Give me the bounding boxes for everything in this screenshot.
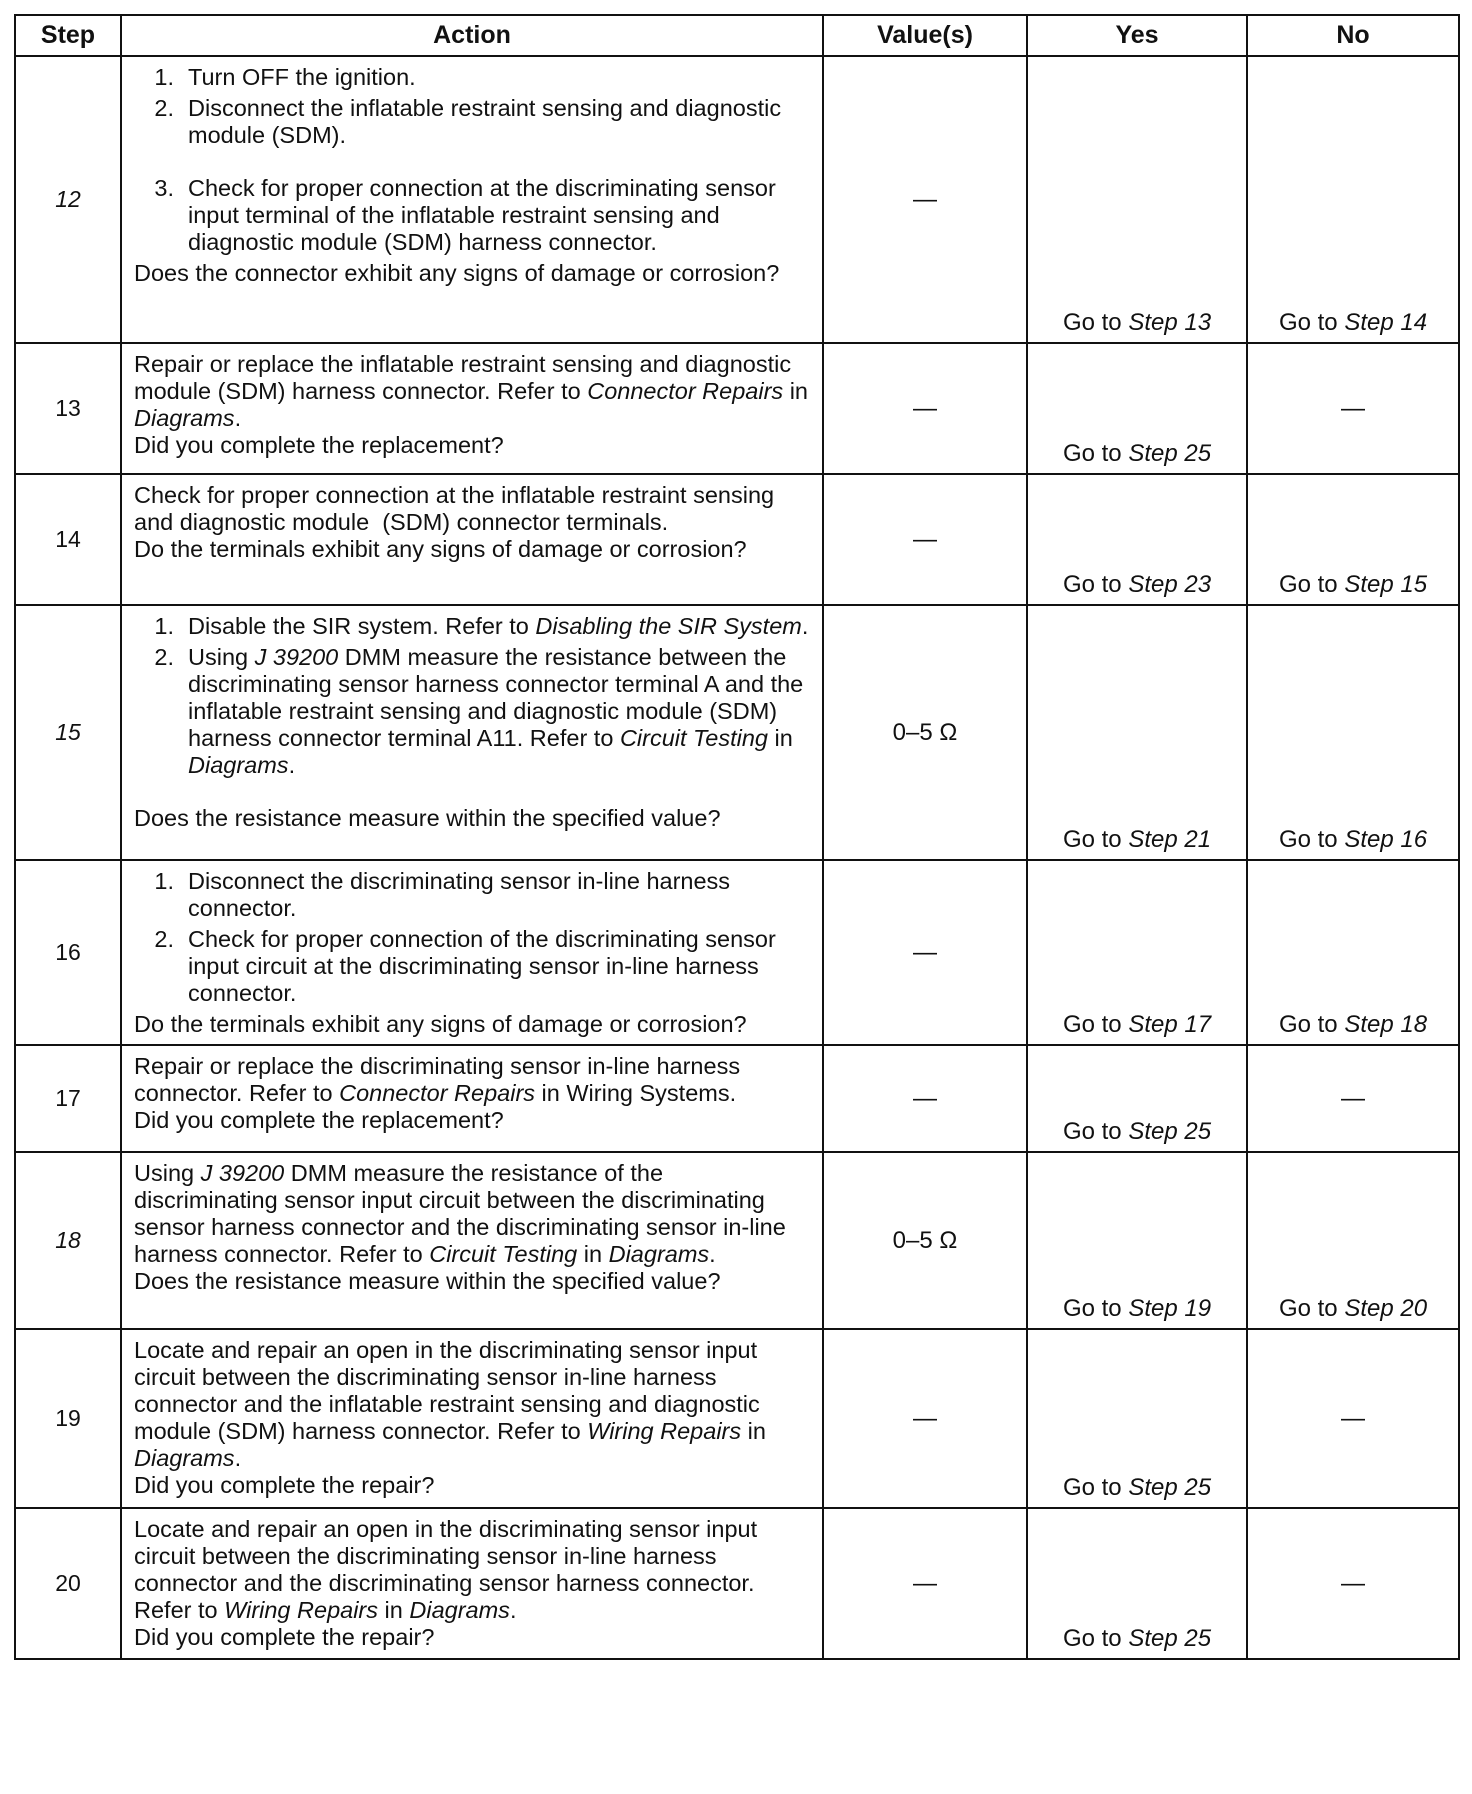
text-run-italic: Connector Repairs xyxy=(339,1080,536,1106)
text-run-italic: Wiring Repairs xyxy=(587,1418,742,1444)
no-cell: — xyxy=(1247,1045,1459,1152)
action-text: Check for proper connection at the inflatable restraint sensing and diagnostic module (SDM) connector terminals. xyxy=(134,482,781,535)
action-text xyxy=(134,1337,812,1472)
no-step-link: Step 14 xyxy=(1344,309,1428,336)
value-cell: — xyxy=(823,1329,1027,1508)
header-yes: Yes xyxy=(1027,15,1247,56)
value-cell: 0–5 Ω xyxy=(823,605,1027,860)
action-question: Do the terminals exhibit any signs of damage or corrosion? xyxy=(134,1011,747,1037)
header-no: No xyxy=(1247,15,1459,56)
value-cell: — xyxy=(823,1508,1027,1659)
text-run-italic: Circuit Testing xyxy=(619,725,768,751)
table-row xyxy=(15,1508,1459,1659)
text-run: in xyxy=(767,725,793,751)
yes-cell xyxy=(1027,1508,1247,1659)
diagnostic-table xyxy=(14,14,1460,1660)
text-run: . xyxy=(234,405,242,431)
action-cell xyxy=(121,343,823,474)
text-run-italic: Diagrams xyxy=(188,752,289,778)
action-question: Did you complete the replacement? xyxy=(134,432,504,458)
step-number: 16 xyxy=(15,860,121,1045)
list-item: 2. Check for proper connection of the discriminating sensor input circuit at the discriminating sensor in-line harness connector. xyxy=(134,926,812,1007)
go-to-label: Go to xyxy=(1062,571,1122,598)
go-to-label: Go to xyxy=(1062,1295,1122,1322)
go-to-label: Go to xyxy=(1278,1295,1338,1322)
no-cell: — xyxy=(1247,343,1459,474)
text-run: DMM measure the resistance of the discriminating sensor input circuit between the discriminating sensor harness connector and the discriminating sensor in-line harness connector. Refer to xyxy=(134,1160,786,1267)
text-run: in xyxy=(378,1597,410,1623)
go-to-label: Go to xyxy=(1278,1011,1338,1038)
yes-cell xyxy=(1027,343,1247,474)
go-to-label: Go to xyxy=(1062,309,1122,336)
text-run: . xyxy=(509,1597,517,1623)
text-run-italic: Diagrams xyxy=(409,1597,510,1623)
action-cell xyxy=(121,1152,823,1329)
yes-cell xyxy=(1027,1152,1247,1329)
list-item: 1. Disconnect the discriminating sensor in-line harness connector. xyxy=(134,868,812,922)
value-cell: — xyxy=(823,343,1027,474)
no-step-link: Step 16 xyxy=(1344,826,1428,853)
table-row xyxy=(15,474,1459,605)
text-run-italic: Wiring Repairs xyxy=(224,1597,379,1623)
value-cell: — xyxy=(823,860,1027,1045)
text-run-italic: Circuit Testing xyxy=(429,1241,578,1267)
action-text xyxy=(134,1053,812,1107)
table-row xyxy=(15,1329,1459,1508)
yes-cell xyxy=(1027,474,1247,605)
text-run: in xyxy=(741,1418,766,1444)
no-cell xyxy=(1247,605,1459,860)
text-run: . xyxy=(801,613,809,639)
diagnostic-table-sheet xyxy=(14,14,1458,1660)
action-question: Did you complete the replacement? xyxy=(134,1107,504,1133)
header-row xyxy=(15,15,1459,56)
text-run-italic: Disabling the SIR System xyxy=(535,613,802,639)
action-cell xyxy=(121,1508,823,1659)
text-run: . xyxy=(288,752,296,778)
text-run: . xyxy=(234,1445,242,1471)
text-run: in xyxy=(577,1241,609,1267)
no-cell xyxy=(1247,1152,1459,1329)
text-run-italic: Diagrams xyxy=(134,405,235,431)
action-cell xyxy=(121,605,823,860)
go-to-label: Go to xyxy=(1278,571,1338,598)
action-step-text xyxy=(188,613,812,640)
go-to-label: Go to xyxy=(1062,826,1122,853)
yes-step-link: Step 23 xyxy=(1128,571,1212,598)
action-step-text: Check for proper connection at the discriminating sensor input terminal of the inflatable restraint sensing and diagnostic module (SDM) harness connector. xyxy=(188,175,776,255)
go-to-label: Go to xyxy=(1062,1118,1122,1145)
text-run: in Wiring Systems. xyxy=(535,1080,737,1106)
no-step-link: Step 15 xyxy=(1344,571,1428,598)
text-run-italic: Diagrams xyxy=(608,1241,710,1267)
action-question: Do the terminals exhibit any signs of damage or corrosion? xyxy=(134,536,747,562)
action-cell xyxy=(121,1045,823,1152)
value-cell: — xyxy=(823,474,1027,605)
step-number: 20 xyxy=(15,1508,121,1659)
text-run: Using xyxy=(134,1160,201,1186)
value-cell: 0–5 Ω xyxy=(823,1152,1027,1329)
yes-cell xyxy=(1027,605,1247,860)
action-text xyxy=(134,1160,812,1268)
yes-cell xyxy=(1027,1329,1247,1508)
action-step-text xyxy=(188,644,812,779)
action-cell xyxy=(121,474,823,605)
list-item: 1. Disable the SIR system. Refer to Disabling the SIR System. xyxy=(134,613,812,640)
action-text xyxy=(134,351,812,432)
yes-step-link: Step 25 xyxy=(1128,1474,1212,1501)
no-cell xyxy=(1247,860,1459,1045)
action-steps xyxy=(134,64,812,256)
no-cell: — xyxy=(1247,1508,1459,1659)
action-step-text: Turn OFF the ignition. xyxy=(188,64,416,90)
yes-step-link: Step 21 xyxy=(1128,826,1212,853)
text-run: Repair or replace the discriminating sensor in-line harness connector. Refer to xyxy=(134,1053,741,1106)
table-row xyxy=(15,343,1459,474)
yes-step-link: Step 25 xyxy=(1128,1625,1212,1652)
step-number: 13 xyxy=(15,343,121,474)
list-item: 2. Disconnect the inflatable restraint sensing and diagnostic module (SDM). xyxy=(134,95,812,149)
go-to-label: Go to xyxy=(1062,1011,1122,1038)
header-values: Value(s) xyxy=(823,15,1027,56)
action-text xyxy=(134,1516,812,1624)
yes-cell xyxy=(1027,860,1247,1045)
table-row xyxy=(15,860,1459,1045)
text-run: Using xyxy=(188,644,255,670)
no-cell xyxy=(1247,474,1459,605)
action-question: Did you complete the repair? xyxy=(134,1624,435,1650)
table-row xyxy=(15,1152,1459,1329)
yes-step-link: Step 19 xyxy=(1128,1295,1212,1322)
list-item: 3. Check for proper connection at the discriminating sensor input terminal of the inflatable restraint sensing and diagnostic module (SDM) harness connector. xyxy=(134,175,812,256)
no-step-link: Step 18 xyxy=(1344,1011,1428,1038)
go-to-label: Go to xyxy=(1062,440,1122,467)
table-row xyxy=(15,56,1459,343)
value-cell: — xyxy=(823,56,1027,343)
text-run-italic: Connector Repairs xyxy=(587,378,784,404)
header-step: Step xyxy=(15,15,121,56)
yes-cell xyxy=(1027,56,1247,343)
action-step-text: Check for proper connection of the discriminating sensor input circuit at the discriminating sensor in-line harness connector. xyxy=(188,926,776,1006)
yes-step-link: Step 17 xyxy=(1128,1011,1212,1038)
step-number: 12 xyxy=(15,56,121,343)
action-step-text: Disconnect the inflatable restraint sensing and diagnostic module (SDM). xyxy=(188,95,782,148)
text-run-italic: J 39200 xyxy=(254,644,339,670)
text-run: Locate and repair an open in the discriminating sensor input circuit between the discriminating sensor in-line harness connector and the discriminating sensor harness connector. Refer to xyxy=(134,1516,758,1623)
header-action: Action xyxy=(121,15,823,56)
no-step-link: Step 20 xyxy=(1344,1295,1428,1322)
go-to-label: Go to xyxy=(1062,1474,1122,1501)
action-steps xyxy=(134,868,812,1007)
action-cell xyxy=(121,1329,823,1508)
text-run-italic: Diagrams xyxy=(134,1445,235,1471)
action-steps xyxy=(134,613,812,779)
text-run: . xyxy=(709,1241,716,1267)
yes-step-link: Step 13 xyxy=(1128,309,1212,336)
action-question: Does the resistance measure within the specified value? xyxy=(134,1268,721,1294)
value-cell: — xyxy=(823,1045,1027,1152)
text-run: Repair or replace the inflatable restraint sensing and diagnostic module (SDM) harness connector. Refer to xyxy=(134,351,792,404)
step-number: 15 xyxy=(15,605,121,860)
text-run-italic: J 39200 xyxy=(200,1160,285,1186)
go-to-label: Go to xyxy=(1062,1625,1122,1652)
yes-step-link: Step 25 xyxy=(1128,440,1212,467)
action-cell xyxy=(121,56,823,343)
list-item: 1. Turn OFF the ignition. xyxy=(134,64,812,91)
text-run: Disable the SIR system. Refer to xyxy=(188,613,536,639)
action-question: Does the connector exhibit any signs of damage or corrosion? xyxy=(134,260,780,286)
list-item: 2. Using J 39200 DMM measure the resistance between the discriminating sensor harness connector terminal A and the inflatable restraint sensing and diagnostic module (SDM) harness connector terminal A11. Refer to Circuit Testing in Diagrams. xyxy=(134,644,812,779)
action-cell xyxy=(121,860,823,1045)
text-run: in xyxy=(783,378,808,404)
table-row xyxy=(15,605,1459,860)
no-cell: — xyxy=(1247,1329,1459,1508)
action-question: Does the resistance measure within the specified value? xyxy=(134,805,721,831)
no-cell xyxy=(1247,56,1459,343)
text-run: DMM measure the resistance between the discriminating sensor harness connector terminal A and the inflatable restraint sensing and diagnostic module (SDM) harness connector terminal A11. Refer to xyxy=(188,644,804,751)
step-number: 18 xyxy=(15,1152,121,1329)
action-step-text: Disconnect the discriminating sensor in-line harness connector. xyxy=(188,868,731,921)
yes-cell xyxy=(1027,1045,1247,1152)
yes-step-link: Step 25 xyxy=(1128,1118,1212,1145)
text-run: Locate and repair an open in the discriminating sensor input circuit between the discriminating sensor in-line harness connector and the inflatable restraint sensing and diagnostic module (SDM) harness connector. Refer to xyxy=(134,1337,760,1444)
go-to-label: Go to xyxy=(1278,309,1338,336)
step-number: 19 xyxy=(15,1329,121,1508)
action-question: Did you complete the repair? xyxy=(134,1472,435,1498)
step-number: 14 xyxy=(15,474,121,605)
table-row xyxy=(15,1045,1459,1152)
step-number: 17 xyxy=(15,1045,121,1152)
go-to-label: Go to xyxy=(1278,826,1338,853)
